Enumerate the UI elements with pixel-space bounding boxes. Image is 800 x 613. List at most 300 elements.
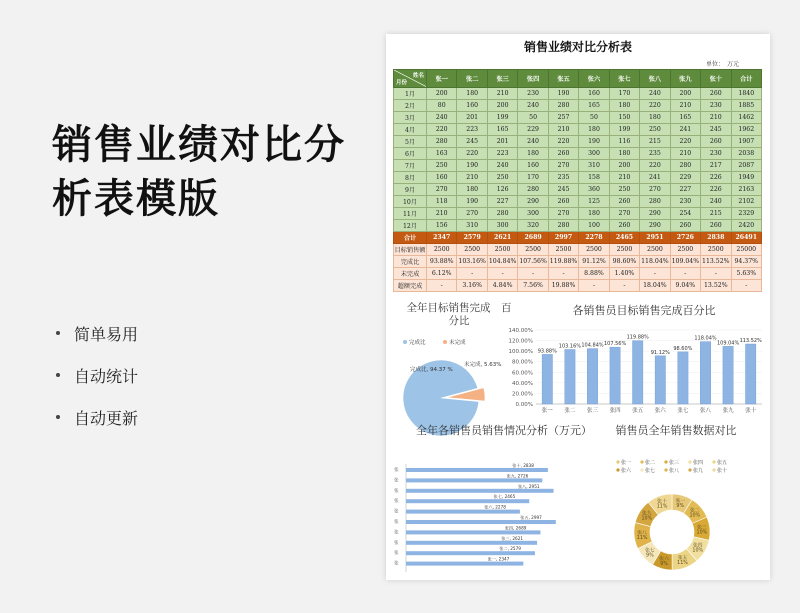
unit-label: 单位： 万元 bbox=[706, 61, 740, 68]
table-cell: 50 bbox=[518, 112, 548, 124]
table-cell: 230 bbox=[670, 196, 700, 208]
table-cell: 98.60% bbox=[609, 256, 639, 268]
table-cell: 250 bbox=[609, 184, 639, 196]
table-cell: 2420 bbox=[731, 220, 761, 232]
y-tick-label: 张 bbox=[394, 488, 399, 494]
table-cell: 2838 bbox=[701, 232, 731, 244]
row-label: 完成比 bbox=[394, 256, 427, 268]
row-label: 8月 bbox=[394, 172, 427, 184]
table-cell: 1840 bbox=[731, 88, 761, 100]
target-row bbox=[394, 244, 762, 256]
column-header: 张二 bbox=[457, 70, 487, 88]
table-cell: 2500 bbox=[579, 244, 609, 256]
sheet-preview bbox=[386, 34, 770, 580]
table-cell: 2997 bbox=[548, 232, 578, 244]
table-cell: 7.56% bbox=[518, 280, 548, 292]
table-cell: 2278 bbox=[579, 232, 609, 244]
table-cell: 2500 bbox=[609, 244, 639, 256]
table-cell: 280 bbox=[548, 220, 578, 232]
legend-label: 张三 bbox=[669, 460, 680, 466]
table-cell: 290 bbox=[640, 208, 670, 220]
table-cell: 210 bbox=[609, 172, 639, 184]
table-cell: 280 bbox=[670, 160, 700, 172]
table-row bbox=[394, 88, 762, 100]
table-cell: 1885 bbox=[731, 100, 761, 112]
table-cell: 210 bbox=[457, 172, 487, 184]
column-header: 张一 bbox=[427, 70, 457, 88]
x-tick-label: 张十 bbox=[745, 408, 757, 414]
table-cell: 210 bbox=[427, 208, 457, 220]
table-cell: 240 bbox=[701, 196, 731, 208]
bar-chart-title: 各销售员目标销售完成百分比 bbox=[572, 304, 716, 317]
table-cell: - bbox=[457, 268, 487, 280]
table-row bbox=[394, 172, 762, 184]
y-tick-label: 张 bbox=[394, 551, 399, 557]
y-tick-label: 张 bbox=[394, 509, 399, 515]
bar bbox=[633, 341, 643, 404]
hbar bbox=[406, 510, 520, 514]
table-cell: 210 bbox=[487, 88, 517, 100]
legend-label: 张六 bbox=[621, 468, 632, 474]
x-tick-label: 张三 bbox=[586, 408, 599, 414]
column-header: 张八 bbox=[640, 70, 670, 88]
x-tick-label: 张五 bbox=[632, 408, 644, 414]
table-cell: 215 bbox=[701, 208, 731, 220]
table-cell: 240 bbox=[427, 112, 457, 124]
table-cell: 180 bbox=[457, 88, 487, 100]
table-cell: 220 bbox=[640, 100, 670, 112]
x-tick-label: 张四 bbox=[609, 408, 621, 414]
table-cell: 8.88% bbox=[579, 268, 609, 280]
title-line-1: 销售业绩对比分 bbox=[52, 122, 346, 168]
legend-label: 张二 bbox=[645, 460, 656, 466]
legend-swatch bbox=[616, 468, 619, 471]
table-cell: 180 bbox=[518, 148, 548, 160]
table-cell: 201 bbox=[457, 112, 487, 124]
table-cell: - bbox=[670, 268, 700, 280]
corner-cell bbox=[394, 70, 427, 88]
donut-slice-label: 张五 11% bbox=[677, 556, 688, 567]
column-header: 张三 bbox=[487, 70, 517, 88]
x-tick-label: 张八 bbox=[699, 408, 712, 414]
y-tick-label: 120.00% bbox=[508, 338, 533, 345]
table-cell: 280 bbox=[640, 196, 670, 208]
table-cell: 26491 bbox=[731, 232, 761, 244]
table-cell: 280 bbox=[427, 136, 457, 148]
bar bbox=[587, 349, 597, 404]
table-cell: 230 bbox=[701, 100, 731, 112]
legend-swatch bbox=[664, 468, 667, 471]
table-cell: 160 bbox=[579, 88, 609, 100]
table-cell: 201 bbox=[487, 136, 517, 148]
table-cell: 200 bbox=[427, 88, 457, 100]
table-cell: 180 bbox=[640, 112, 670, 124]
row-label: 1月 bbox=[394, 88, 427, 100]
table-cell: 290 bbox=[640, 220, 670, 232]
table-cell: 210 bbox=[670, 148, 700, 160]
hbar bbox=[406, 499, 529, 503]
table-cell: 229 bbox=[670, 172, 700, 184]
table-cell: 1462 bbox=[731, 112, 761, 124]
hbar bbox=[406, 530, 540, 534]
table-cell: 190 bbox=[457, 196, 487, 208]
table-cell: 116 bbox=[609, 136, 639, 148]
hbar bbox=[406, 489, 554, 493]
corner-top-label: 姓名 bbox=[412, 73, 424, 79]
table-cell: 19.88% bbox=[548, 280, 578, 292]
table-cell: - bbox=[518, 268, 548, 280]
table-cell: 230 bbox=[518, 88, 548, 100]
table-cell: 257 bbox=[548, 112, 578, 124]
table-cell: 165 bbox=[487, 124, 517, 136]
corner-bottom-label: 月份 bbox=[396, 80, 408, 86]
hbar-label: 张五, 2997 bbox=[520, 515, 542, 520]
table-cell: 9.04% bbox=[670, 280, 700, 292]
y-tick-label: 张 bbox=[394, 561, 399, 567]
hbar bbox=[406, 478, 542, 482]
y-tick-label: 40.00% bbox=[512, 380, 533, 387]
y-tick-label: 张 bbox=[394, 468, 399, 473]
bar-value-label: 93.88% bbox=[537, 348, 557, 355]
table-cell: 250 bbox=[427, 160, 457, 172]
hbar bbox=[406, 562, 523, 566]
hbar-label: 张一, 2347 bbox=[487, 556, 510, 562]
column-header: 合计 bbox=[731, 70, 761, 88]
legend-label: 张七 bbox=[645, 468, 656, 474]
table-cell: - bbox=[609, 280, 639, 292]
feature-list bbox=[56, 312, 138, 438]
title-line-2: 析表模版 bbox=[52, 176, 220, 222]
legend-swatch-done bbox=[403, 340, 407, 344]
table-cell: 280 bbox=[548, 100, 578, 112]
table-cell: 2102 bbox=[731, 196, 761, 208]
table-row bbox=[394, 208, 762, 220]
table-cell: 100 bbox=[579, 220, 609, 232]
table-cell: 160 bbox=[457, 100, 487, 112]
hbar-label: 张十, 2838 bbox=[512, 463, 534, 468]
table-cell: 220 bbox=[427, 124, 457, 136]
table-cell: 2347 bbox=[427, 232, 457, 244]
legend-label: 张十 bbox=[717, 468, 728, 474]
table-cell: 223 bbox=[457, 124, 487, 136]
table-cell: 270 bbox=[427, 184, 457, 196]
column-header: 张九 bbox=[670, 70, 700, 88]
table-header-row bbox=[394, 70, 762, 88]
table-cell: 226 bbox=[701, 172, 731, 184]
table-cell: - bbox=[579, 280, 609, 292]
donut-slice-label: 张八 11% bbox=[636, 530, 648, 541]
table-cell: 190 bbox=[548, 88, 578, 100]
x-tick-label: 张二 bbox=[564, 408, 576, 414]
sheet-title: 销售业绩对比分析表 bbox=[523, 40, 632, 54]
row-label: 3月 bbox=[394, 112, 427, 124]
row-label: 11月 bbox=[394, 208, 427, 220]
hbar-label: 张二, 2579 bbox=[499, 546, 521, 552]
donut-slice-label: 张一 9% bbox=[675, 499, 686, 510]
hbar bbox=[406, 551, 535, 555]
hbar-label: 张六, 2278 bbox=[484, 504, 506, 510]
bar bbox=[565, 349, 575, 404]
row-label: 未完成 bbox=[394, 268, 427, 280]
legend-label: 张八 bbox=[669, 468, 680, 474]
bar-value-label: 113.52% bbox=[739, 337, 762, 344]
feature-item bbox=[56, 312, 138, 354]
hbar bbox=[406, 520, 556, 524]
table-cell: - bbox=[487, 268, 517, 280]
table-cell: 260 bbox=[609, 220, 639, 232]
legend-swatch bbox=[712, 468, 715, 471]
table-cell: 220 bbox=[670, 136, 700, 148]
table-cell: 220 bbox=[640, 160, 670, 172]
table-cell: 5.63% bbox=[731, 268, 761, 280]
table-cell: 2465 bbox=[609, 232, 639, 244]
table-cell: 2621 bbox=[487, 232, 517, 244]
table-cell: 2500 bbox=[640, 244, 670, 256]
feature-label: 自动统计 bbox=[74, 366, 139, 386]
table-row bbox=[394, 184, 762, 196]
bar bbox=[678, 352, 688, 404]
legend-label: 张四 bbox=[693, 460, 704, 466]
legend-swatch bbox=[664, 460, 667, 463]
bar bbox=[655, 356, 665, 404]
row-label: 5月 bbox=[394, 136, 427, 148]
column-header: 张五 bbox=[548, 70, 578, 88]
table-cell: 91.12% bbox=[579, 256, 609, 268]
table-cell: 118.04% bbox=[640, 256, 670, 268]
table-cell: 2689 bbox=[518, 232, 548, 244]
table-cell: 6.12% bbox=[427, 268, 457, 280]
pie-chart-title: 全年目标销售完成 百分比 bbox=[406, 302, 512, 327]
table-cell: 126 bbox=[487, 184, 517, 196]
bullet-dot-icon bbox=[56, 415, 60, 419]
table-cell: 200 bbox=[609, 160, 639, 172]
table-cell: 18.04% bbox=[640, 280, 670, 292]
table-cell: 104.84% bbox=[487, 256, 517, 268]
y-tick-label: 80.00% bbox=[512, 359, 533, 366]
total-row bbox=[394, 232, 762, 244]
table-cell: 2329 bbox=[731, 208, 761, 220]
donut-chart-title: 销售员全年销售数据对比 bbox=[615, 424, 737, 437]
table-cell: 270 bbox=[640, 184, 670, 196]
table-cell: 220 bbox=[457, 148, 487, 160]
exceed-row bbox=[394, 280, 762, 292]
hbar-label: 张八, 2951 bbox=[517, 483, 540, 489]
donut-slice-label: 张十 11% bbox=[656, 499, 668, 510]
table-cell: 180 bbox=[579, 124, 609, 136]
table-cell: 226 bbox=[701, 184, 731, 196]
table-cell: 241 bbox=[640, 172, 670, 184]
table-cell: 160 bbox=[518, 160, 548, 172]
row-label: 6月 bbox=[394, 148, 427, 160]
legend-undone-label: 未完成 bbox=[449, 340, 466, 346]
table-cell: 180 bbox=[609, 100, 639, 112]
table-cell: 200 bbox=[670, 88, 700, 100]
bar bbox=[542, 354, 552, 404]
y-tick-label: 张 bbox=[394, 478, 399, 484]
table-cell: 260 bbox=[701, 220, 731, 232]
table-cell: 158 bbox=[579, 172, 609, 184]
table-cell: 280 bbox=[518, 184, 548, 196]
row-label: 10月 bbox=[394, 196, 427, 208]
hbar-label: 张四, 2689 bbox=[504, 525, 527, 531]
feature-item bbox=[56, 396, 138, 438]
sales-donut-chart bbox=[596, 454, 764, 578]
table-row bbox=[394, 196, 762, 208]
y-tick-label: 0.00% bbox=[515, 402, 533, 408]
table-cell: 245 bbox=[457, 136, 487, 148]
table-cell: 300 bbox=[487, 220, 517, 232]
table-row bbox=[394, 136, 762, 148]
table-cell: 2500 bbox=[670, 244, 700, 256]
table-cell: 150 bbox=[609, 112, 639, 124]
column-header: 张六 bbox=[579, 70, 609, 88]
table-cell: 199 bbox=[487, 112, 517, 124]
y-tick-label: 140.00% bbox=[508, 328, 533, 334]
legend-swatch bbox=[640, 460, 643, 463]
table-cell: 270 bbox=[548, 208, 578, 220]
table-cell: 320 bbox=[518, 220, 548, 232]
table-cell: 103.16% bbox=[457, 256, 487, 268]
row-label: 9月 bbox=[394, 184, 427, 196]
table-cell: 94.37% bbox=[731, 256, 761, 268]
table-row bbox=[394, 112, 762, 124]
table-row bbox=[394, 148, 762, 160]
table-cell: 165 bbox=[670, 112, 700, 124]
bar-value-label: 119.88% bbox=[626, 334, 649, 341]
hbar-chart-title: 全年各销售员销售情况分析（万元） bbox=[416, 424, 592, 437]
hbar-label: 张三, 2621 bbox=[501, 535, 524, 541]
table-cell: 109.04% bbox=[670, 256, 700, 268]
hbar bbox=[406, 468, 548, 472]
bar bbox=[610, 347, 620, 404]
bar-value-label: 104.84% bbox=[581, 342, 604, 349]
bar bbox=[746, 344, 756, 404]
table-cell: 250 bbox=[487, 172, 517, 184]
legend-swatch bbox=[640, 468, 643, 471]
completion-row bbox=[394, 256, 762, 268]
table-cell: 2579 bbox=[457, 232, 487, 244]
legend-swatch bbox=[688, 468, 691, 471]
bar bbox=[723, 346, 733, 404]
table-cell: 280 bbox=[487, 208, 517, 220]
x-tick-label: 张一 bbox=[541, 408, 553, 414]
table-cell: 163 bbox=[427, 148, 457, 160]
table-cell: 50 bbox=[579, 112, 609, 124]
bar-value-label: 98.60% bbox=[673, 345, 693, 352]
feature-label: 自动更新 bbox=[74, 408, 139, 428]
table-cell: 290 bbox=[518, 196, 548, 208]
legend-swatch bbox=[616, 460, 619, 463]
legend-swatch bbox=[712, 460, 715, 463]
table-cell: 2163 bbox=[731, 184, 761, 196]
table-cell: 2500 bbox=[518, 244, 548, 256]
legend-swatch bbox=[688, 460, 691, 463]
table-cell: 2951 bbox=[640, 232, 670, 244]
table-cell: 2087 bbox=[731, 160, 761, 172]
table-cell: 240 bbox=[487, 160, 517, 172]
table-cell: 190 bbox=[579, 136, 609, 148]
table-cell: - bbox=[640, 268, 670, 280]
bullet-dot-icon bbox=[56, 331, 60, 335]
y-tick-label: 张 bbox=[394, 499, 399, 505]
page-title bbox=[52, 118, 346, 226]
bar-value-label: 91.12% bbox=[650, 349, 670, 356]
table-cell: 125 bbox=[579, 196, 609, 208]
y-tick-label: 张 bbox=[394, 530, 399, 536]
table-cell: - bbox=[427, 280, 457, 292]
table-cell: 241 bbox=[670, 124, 700, 136]
row-label: 4月 bbox=[394, 124, 427, 136]
column-header: 张四 bbox=[518, 70, 548, 88]
legend-label: 张一 bbox=[621, 460, 632, 466]
table-cell: 4.84% bbox=[487, 280, 517, 292]
table-row bbox=[394, 220, 762, 232]
bar-value-label: 109.04% bbox=[716, 340, 740, 347]
table-row bbox=[394, 124, 762, 136]
table-cell: 260 bbox=[670, 220, 700, 232]
table-cell: 260 bbox=[701, 136, 731, 148]
table-cell: 118 bbox=[427, 196, 457, 208]
bar-value-label: 103.16% bbox=[558, 343, 582, 350]
table-cell: 170 bbox=[518, 172, 548, 184]
table-cell: 360 bbox=[579, 184, 609, 196]
table-cell: 235 bbox=[640, 148, 670, 160]
table-cell: 300 bbox=[518, 208, 548, 220]
table-cell: 260 bbox=[701, 88, 731, 100]
table-cell: 180 bbox=[579, 208, 609, 220]
pie-label-done: 完成比, 94.37 % bbox=[410, 367, 453, 373]
table-cell: 1907 bbox=[731, 136, 761, 148]
row-label: 目标销售额 bbox=[394, 244, 427, 256]
sales-table bbox=[393, 69, 762, 292]
completion-bar-chart bbox=[496, 316, 768, 424]
row-label: 2月 bbox=[394, 100, 427, 112]
table-cell: 210 bbox=[548, 124, 578, 136]
table-cell: 2726 bbox=[670, 232, 700, 244]
legend-swatch-undone bbox=[443, 340, 447, 344]
table-cell: 240 bbox=[640, 88, 670, 100]
table-cell: 1949 bbox=[731, 172, 761, 184]
table-row bbox=[394, 100, 762, 112]
table-cell: 217 bbox=[701, 160, 731, 172]
table-cell: 270 bbox=[457, 208, 487, 220]
donut-slice-label: 张四 10% bbox=[692, 543, 704, 554]
table-cell: 223 bbox=[487, 148, 517, 160]
y-tick-label: 张 bbox=[394, 540, 399, 546]
table-cell: 235 bbox=[548, 172, 578, 184]
row-label: 超额完成 bbox=[394, 280, 427, 292]
table-cell: 180 bbox=[457, 184, 487, 196]
table-cell: 310 bbox=[457, 220, 487, 232]
x-tick-label: 张六 bbox=[654, 408, 666, 414]
table-row bbox=[394, 160, 762, 172]
bar bbox=[700, 342, 710, 404]
table-cell: 200 bbox=[487, 100, 517, 112]
table-cell: 113.52% bbox=[701, 256, 731, 268]
table-cell: 227 bbox=[487, 196, 517, 208]
sales-hbar-chart bbox=[392, 438, 592, 576]
legend-label: 张九 bbox=[693, 468, 704, 474]
table-cell: 245 bbox=[548, 184, 578, 196]
donut-slice-label: 张九 10% bbox=[641, 511, 653, 522]
pie-label-undone: 未完成, 5.63% bbox=[464, 362, 502, 368]
table-cell: 190 bbox=[457, 160, 487, 172]
table-cell: 3.16% bbox=[457, 280, 487, 292]
table-cell: 260 bbox=[548, 148, 578, 160]
table-cell: 270 bbox=[609, 208, 639, 220]
y-tick-label: 100.00% bbox=[508, 349, 533, 356]
hbar-label: 张九, 2726 bbox=[506, 473, 529, 479]
